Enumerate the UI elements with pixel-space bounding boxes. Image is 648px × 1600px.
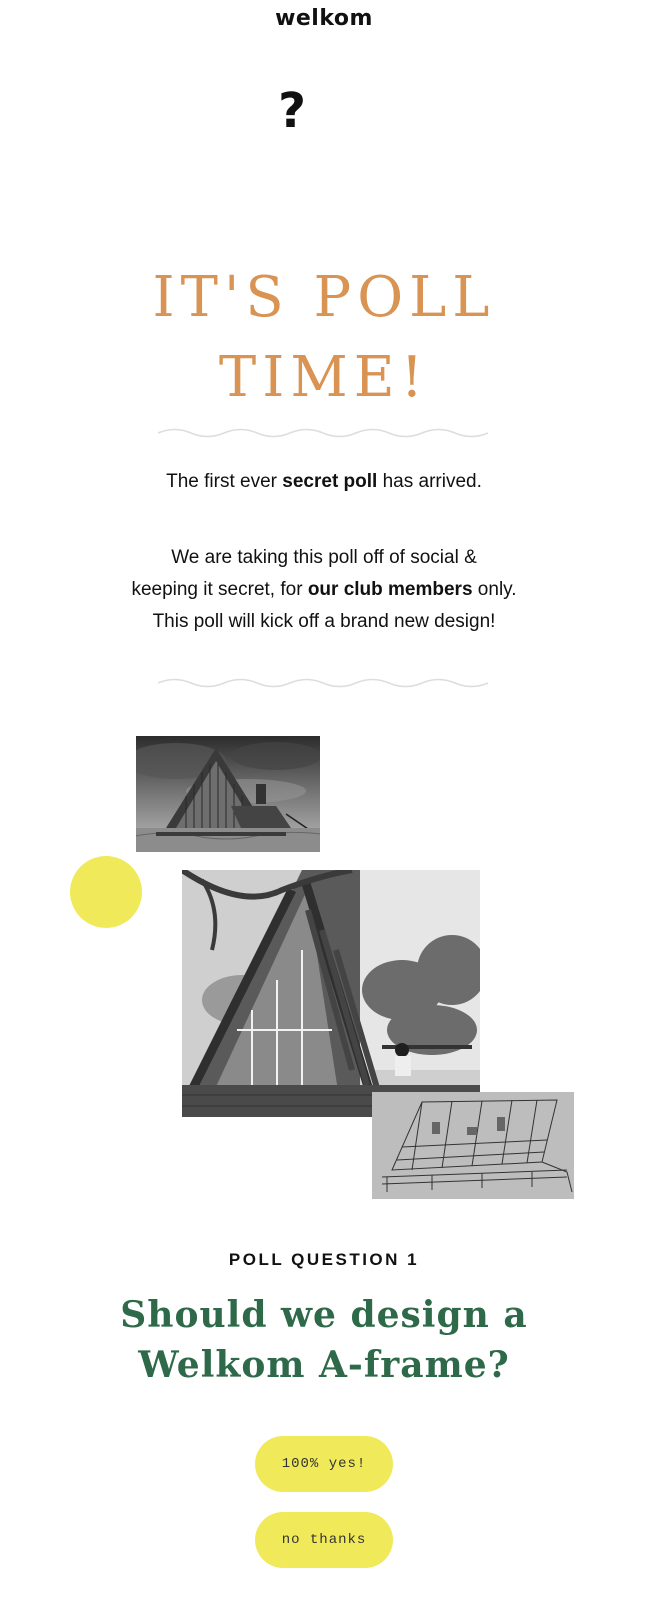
headline-line-1: IT'S POLL <box>152 265 496 330</box>
intro-paragraph-1 <box>0 468 648 496</box>
question-mark-icon: ? <box>278 83 306 139</box>
wave-divider-top <box>158 426 488 440</box>
aframe-exterior-photo <box>136 736 320 852</box>
intro-bold-text: our club members <box>307 579 473 600</box>
intro-text: has arrived. <box>377 471 482 492</box>
intro-text: The first ever <box>166 471 283 492</box>
yellow-accent-circle <box>70 856 142 928</box>
poll-question-line-1: Should we design a <box>120 1294 528 1336</box>
intro-bold-text: secret poll <box>282 471 378 492</box>
intro-line-2 <box>80 574 568 606</box>
headline <box>0 258 648 418</box>
intro-line-1: We are taking this poll off of social & <box>171 547 477 568</box>
intro-text: keeping it secret, for <box>131 579 308 600</box>
wave-divider-bottom <box>158 676 488 690</box>
intro-line-3: This poll will kick off a brand new design! <box>152 611 496 632</box>
aframe-interior-photo <box>182 870 480 1117</box>
headline-line-2: TIME! <box>218 345 430 410</box>
welkom-logo[interactable]: welkom <box>275 6 373 31</box>
poll-question <box>60 1290 588 1390</box>
aframe-sketch-drawing <box>372 1092 574 1199</box>
vote-yes-button[interactable]: 100% yes! <box>255 1436 393 1492</box>
vote-no-button[interactable]: no thanks <box>255 1512 393 1568</box>
poll-question-label: POLL QUESTION 1 <box>228 1250 420 1269</box>
intro-text: only. <box>472 579 517 600</box>
poll-question-line-2: Welkom A-frame? <box>138 1344 510 1386</box>
intro-paragraph-2 <box>80 542 568 638</box>
